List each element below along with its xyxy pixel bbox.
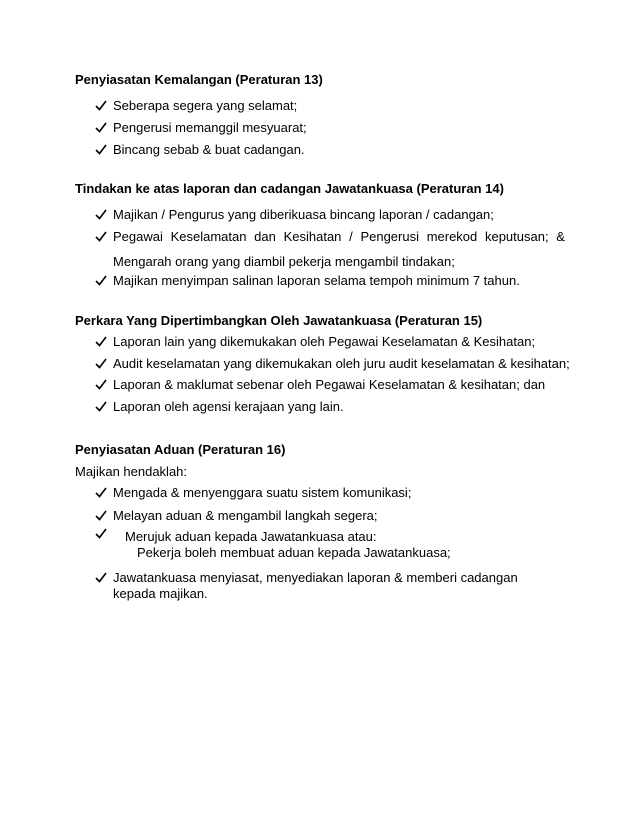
list-item <box>95 204 575 226</box>
list-item-text: Mengada & menyenggara suatu sistem komunikasi; <box>113 485 412 500</box>
list-item-text: Bincang sebab & buat cadangan. <box>113 142 305 157</box>
list-item <box>95 482 575 504</box>
list-item-text: Majikan menyimpan salinan laporan selama tempoh minimum 7 tahun. <box>113 273 520 288</box>
checkmark-icon <box>95 353 109 375</box>
justified-line: Pegawai Keselamatan dan Kesihatan / Pengerusi merekod keputusan; & <box>113 229 565 244</box>
list-item-text: Jawatankuasa menyiasat, menyediakan laporan & memberi cadangan kepada majikan. <box>113 570 518 601</box>
checkmark-icon <box>95 567 109 589</box>
checkmark-icon <box>95 95 109 117</box>
checkmark-icon <box>95 374 109 396</box>
list-item-text: Seberapa segera yang selamat; <box>113 98 298 113</box>
section-heading-peraturan-15: Perkara Yang Dipertimbangkan Oleh Jawatankuasa (Peraturan 15) <box>75 313 483 328</box>
list-item <box>95 270 575 292</box>
section-heading-peraturan-13: Penyiasatan Kemalangan (Peraturan 13) <box>75 72 323 87</box>
list-item-text: Pengerusi memanggil mesyuarat; <box>113 120 307 135</box>
section-heading-peraturan-16: Penyiasatan Aduan (Peraturan 16) <box>75 442 286 457</box>
checkmark-icon <box>95 331 109 353</box>
checkmark-icon <box>95 526 109 548</box>
list-item <box>95 331 575 353</box>
list-item-text-continuation: Pekerja boleh membuat aduan kepada Jawatankuasa; <box>137 545 451 560</box>
list-item <box>95 526 575 561</box>
checkmark-icon <box>95 505 109 527</box>
list-item-text: Laporan lain yang dikemukakan oleh Pegawai Keselamatan & Kesihatan; <box>113 334 536 349</box>
list-item <box>95 226 565 273</box>
list-item-text: Majikan / Pengurus yang diberikuasa bincang laporan / cadangan; <box>113 207 494 222</box>
list-item <box>95 505 575 527</box>
list-item <box>95 95 575 117</box>
list-item <box>95 353 575 375</box>
section-intro: Majikan hendaklah: <box>75 464 188 479</box>
list-item-text: Audit keselamatan yang dikemukakan oleh juru audit keselamatan & kesihatan; <box>113 356 570 371</box>
list-item <box>95 117 575 139</box>
list-item <box>95 567 575 602</box>
checkmark-icon <box>95 270 109 292</box>
list-item-text-continuation: Mengarah orang yang diambil pekerja mengambil tindakan; <box>113 254 455 269</box>
list-item <box>95 396 575 418</box>
list-item <box>95 374 575 396</box>
section-heading-peraturan-14: Tindakan ke atas laporan dan cadangan Jawatankuasa (Peraturan 14) <box>75 181 504 196</box>
checkmark-icon <box>95 482 109 504</box>
checkmark-icon <box>95 396 109 418</box>
list-item-text: Laporan & maklumat sebenar oleh Pegawai Keselamatan & kesihatan; dan <box>113 377 546 392</box>
checkmark-icon <box>95 139 109 161</box>
list-item-text: Laporan oleh agensi kerajaan yang lain. <box>113 399 344 414</box>
list-item-text: Merujuk aduan kepada Jawatankuasa atau: <box>125 529 377 544</box>
list-item-text: Melayan aduan & mengambil langkah segera; <box>113 508 378 523</box>
checkmark-icon <box>95 226 109 248</box>
list-item <box>95 139 575 161</box>
checkmark-icon <box>95 117 109 139</box>
checkmark-icon <box>95 204 109 226</box>
